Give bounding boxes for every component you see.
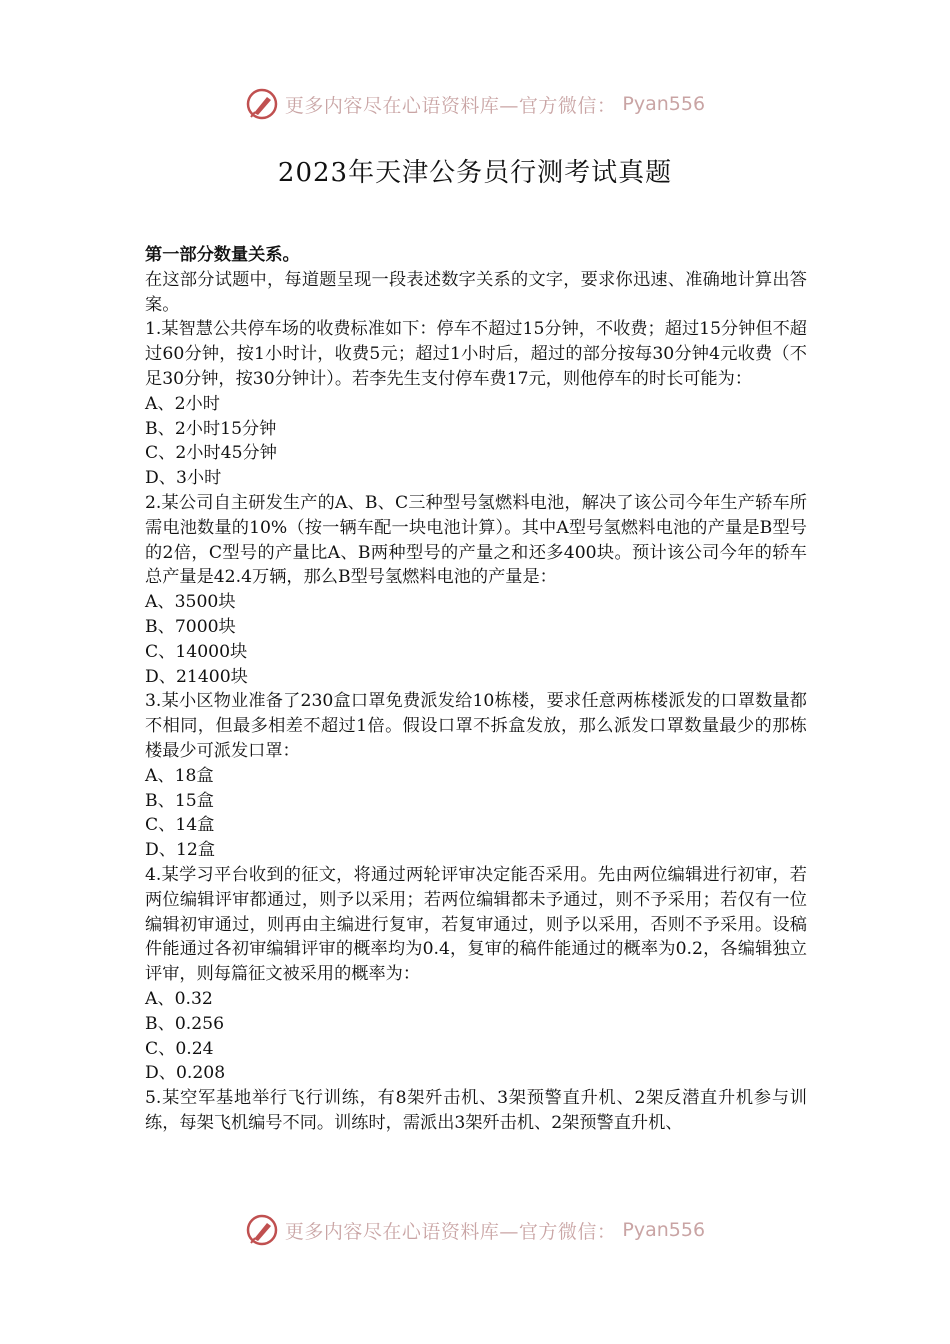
pen-nib-logo-icon	[245, 87, 279, 121]
question-stem: 4.某学习平台收到的征文，将通过两轮评审决定能否采用。先由两位编辑进行初审，若两位编辑评审都通过，则予以采用；若两位编辑都未予通过，则不予采用；若仅有一位编辑初审通过，则再由主编进行复审，若复审通过，则予以采用，否则不予采用。设稿件能通过各初审编辑评审的概率均为0.4，复审的稿件能通过的概率为0.2，各编辑独立评审，则每篇征文被采用的概率为：	[145, 864, 807, 985]
banner-wechat-handle: Pyan556	[622, 1219, 706, 1241]
question-stem: 3.某小区物业准备了230盒口罩免费派发给10栋楼，要求任意两栋楼派发的口罩数量都不相同，但最多相差不超过1倍。假设口罩不拆盒发放，那么派发口罩数量最少的那栋楼最少可派发口罩：	[145, 691, 807, 761]
question-option: C、0.24	[145, 1038, 214, 1059]
document-body	[145, 243, 807, 1136]
question-option: C、14盒	[145, 815, 215, 836]
question-option: A、0.32	[145, 988, 213, 1009]
question-option: D、12盒	[145, 840, 216, 861]
question-option: B、7000块	[145, 616, 236, 637]
question-stem: 5.某空军基地举行飞行训练，有8架歼击机、3架预警直升机、2架反潜直升机参与训练，每架飞机编号不同。训练时，需派出3架歼击机、2架预警直升机、	[145, 1088, 807, 1133]
banner-wechat-handle: Pyan556	[622, 93, 706, 115]
question-option: D、21400块	[145, 666, 248, 687]
bottom-banner	[0, 1210, 950, 1250]
question-option: D、3小时	[145, 468, 222, 489]
section-intro: 在这部分试题中，每道题呈现一段表述数字关系的文字，要求你迅速、准确地计算出答案。	[145, 269, 807, 315]
question-option: D、0.208	[145, 1063, 226, 1084]
question-option: A、2小时	[145, 393, 220, 414]
question-option: B、15盒	[145, 790, 214, 811]
question-stem: 1.某智慧公共停车场的收费标准如下：停车不超过15分钟，不收费；超过15分钟但不超过60分钟，按1小时计，收费5元；超过1小时后，超过的部分按每30分钟4元收费（不足30分钟，按30分钟计）。若李先生支付停车费17元，则他停车的时长可能为：	[145, 319, 807, 389]
question-option: A、3500块	[145, 592, 236, 613]
question-option: B、0.256	[145, 1013, 225, 1034]
document-title: 2023年天津公务员行测考试真题	[277, 158, 673, 188]
banner-text: 更多内容尽在心语资料库—官方微信：	[284, 1220, 617, 1243]
banner-text: 更多内容尽在心语资料库—官方微信：	[284, 94, 617, 117]
pen-nib-logo-icon	[245, 1213, 279, 1247]
top-banner	[0, 84, 950, 124]
question-option: C、14000块	[145, 641, 248, 662]
section-heading: 第一部分数量关系。	[145, 245, 300, 265]
question-option: B、2小时15分钟	[145, 418, 277, 439]
question-stem: 2.某公司自主研发生产的A、B、C三种型号氢燃料电池，解决了该公司今年生产轿车所需电池数量的10%（按一辆车配一块电池计算）。其中A型号氢燃料电池的产量是B型号的2倍，C型号的产量比A、B两种型号的产量之和还多400块。预计该公司今年的轿车总产量是42.4万辆，那么B型号氢燃料电池的产量是：	[145, 492, 807, 588]
question-option: C、2小时45分钟	[145, 443, 277, 464]
question-option: A、18盒	[145, 765, 214, 786]
